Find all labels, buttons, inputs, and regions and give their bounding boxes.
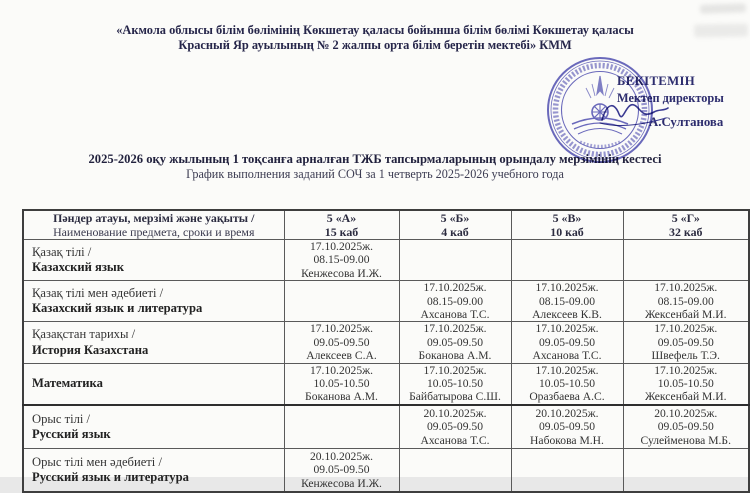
table-row [23, 240, 749, 281]
table-header-row [23, 210, 749, 240]
table-row [23, 322, 749, 363]
schedule-table [22, 209, 750, 493]
schedule-cell: 17.10.2025ж. 08.15-09.00 Кенжесова И.Ж. [284, 240, 399, 281]
header-class-5v: 5 «В» 10 каб [511, 210, 623, 240]
org-header-line1: «Акмола облысы білім бөлімінің Көкшетау қаласы бойынша білім бөлімі Көкшетау қаласы [116, 23, 634, 37]
schedule-cell: 17.10.2025ж. 08.15-09.00 Ахсанова Т.С. [399, 281, 511, 322]
director-name: А.Султанова [649, 115, 724, 129]
schedule-cell: 17.10.2025ж. 10.05-10.50 Байбатырова С.Ш. [399, 363, 511, 405]
schedule-cell [399, 240, 511, 281]
subject-cell: Орыс тілі / Русский язык [23, 405, 284, 449]
schedule-cell: 17.10.2025ж. 09.05-09.50 Алексеев С.А. [284, 322, 399, 363]
table-row [23, 363, 749, 405]
schedule-cell [399, 449, 511, 492]
schedule-cell: 17.10.2025ж. 09.05-09.50 Швефель Т.Э. [623, 322, 749, 363]
approve-label: БЕКІТЕМІН [617, 74, 696, 88]
schedule-cell: 17.10.2025ж. 08.15-09.00 Жексенбай М.И. [623, 281, 749, 322]
header-class-5b: 5 «Б» 4 каб [399, 210, 511, 240]
subject-cell: Математика [23, 363, 284, 405]
schedule-cell: 17.10.2025ж. 09.05-09.50 Боканова А.М. [399, 322, 511, 363]
table-row [23, 449, 749, 492]
schedule-cell: 17.10.2025ж. 09.05-09.50 Ахсанова Т.С. [511, 322, 623, 363]
subject-cell: Орыс тілі мен әдебиеті / Русский язык и литература [23, 449, 284, 492]
stamp-emblem-flame [597, 76, 603, 94]
schedule-cell: 20.10.2025ж. 09.05-09.50 Сулейменова М.Б. [623, 405, 749, 449]
schedule-cell: 20.10.2025ж. 09.05-09.50 Набокова М.Н. [511, 405, 623, 449]
title-kazakh: 2025-2026 оқу жылының 1 тоқсанға арналған ТЖБ тапсырмаларының орындалу мерзімінің кестесі [88, 152, 662, 166]
schedule-cell [284, 405, 399, 449]
org-header-line2: Красный Яр ауылының № 2 жалпы орта білім беретін мектебі» КММ [178, 38, 572, 52]
schedule-cell: 17.10.2025ж. 08.15-09.00 Алексеев К.В. [511, 281, 623, 322]
title-russian: График выполнения заданий СОЧ за 1 четверть 2025-2026 учебного года [186, 167, 564, 181]
schedule-cell [623, 240, 749, 281]
schedule-cell: 17.10.2025ж. 10.05-10.50 Оразбаева А.С. [511, 363, 623, 405]
schedule-cell: 17.10.2025ж. 10.05-10.50 Жексенбай М.И. [623, 363, 749, 405]
school-stamp [544, 54, 656, 166]
schedule-cell [284, 281, 399, 322]
schedule-cell: 17.10.2025ж. 10.05-10.50 Боканова А.М. [284, 363, 399, 405]
header-class-5g: 5 «Г» 32 каб [623, 210, 749, 240]
table-row [23, 281, 749, 322]
schedule-cell [511, 449, 623, 492]
director-role-label: Мектеп директоры [617, 91, 724, 105]
subject-cell: Қазақ тілі / Казахский язык [23, 240, 284, 281]
schedule-cell: 20.10.2025ж. 09.05-09.50 Кенжесова И.Ж. [284, 449, 399, 492]
table-row [23, 405, 749, 449]
subject-cell: Қазақстан тарихы / История Казахстана [23, 322, 284, 363]
scan-artifact [700, 3, 746, 14]
org-header [0, 23, 750, 53]
header-class-5a: 5 «А» 15 каб [284, 210, 399, 240]
header-subject: Пәндер атауы, мерзімі және уақыты / Наименование предмета, сроки и время [23, 210, 284, 240]
schedule-cell [623, 449, 749, 492]
subject-cell: Қазақ тілі мен әдебиеті / Казахский язык и литература [23, 281, 284, 322]
schedule-cell [511, 240, 623, 281]
schedule-cell: 20.10.2025ж. 09.05-09.50 Ахсанова Т.С. [399, 405, 511, 449]
